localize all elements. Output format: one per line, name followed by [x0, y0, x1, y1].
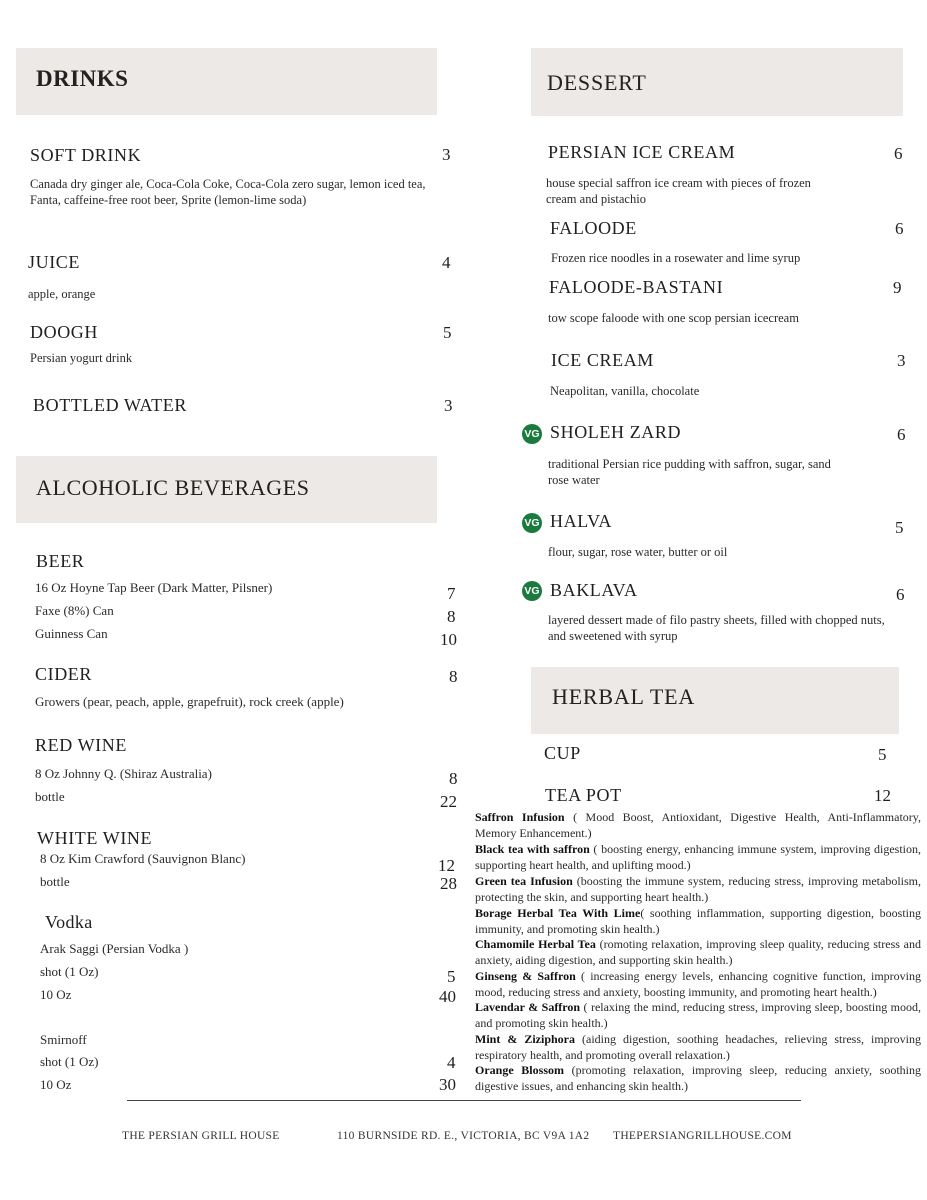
menu-item-price: 8	[449, 667, 458, 686]
menu-item-name: CUP	[544, 743, 581, 763]
footer-website: THEPERSIANGRILLHOUSE.COM	[613, 1130, 792, 1142]
vodka-brand: Smirnoff	[40, 1032, 87, 1047]
vodka-line: 10 Oz	[40, 1077, 72, 1092]
dessert-title: DESSERT	[547, 70, 647, 95]
vegan-badge-icon: VG	[522, 581, 542, 601]
menu-item-price: 3	[444, 396, 453, 415]
menu-item-name: CIDER	[35, 664, 92, 684]
tea-flavor	[475, 936, 921, 968]
menu-item-price: 5	[895, 518, 904, 537]
menu-item-price: 3	[897, 351, 906, 370]
menu-item-price: 12	[438, 856, 455, 875]
herbal-tea-title: HERBAL TEA	[552, 684, 696, 709]
tea-flavor-name: Saffron Infusion	[475, 810, 565, 824]
menu-item-price: 8	[447, 607, 456, 626]
menu-item-name: BEER	[36, 551, 85, 571]
menu-item-price: 9	[893, 278, 902, 297]
menu-item-price: 5	[443, 323, 452, 342]
tea-flavor	[475, 905, 921, 937]
tea-flavor-desc: ( Mood Boost, Antioxidant, Digestive Health, Anti-Inflammatory, Memory Enhancement.)	[475, 810, 922, 840]
tea-flavor-name: Ginseng & Saffron	[475, 969, 576, 983]
wine-line: bottle	[35, 789, 65, 804]
beer-line: 16 Oz Hoyne Tap Beer (Dark Matter, Pilsner)	[35, 580, 273, 595]
alcohol-title: ALCOHOLIC BEVERAGES	[36, 475, 310, 500]
menu-item-name: FALOODE-BASTANI	[549, 277, 724, 297]
vegan-badge-icon: VG	[522, 424, 542, 444]
footer-divider	[127, 1100, 801, 1101]
menu-item-price: 6	[895, 219, 904, 238]
tea-flavor	[475, 1031, 921, 1063]
menu-item-name: TEA POT	[545, 785, 622, 805]
tea-flavor	[475, 999, 921, 1031]
tea-flavor-name: Black tea with saffron	[475, 842, 590, 856]
menu-item-price: 22	[440, 792, 457, 811]
tea-flavor-name: Mint & Ziziphora	[475, 1032, 576, 1046]
tea-flavor	[475, 873, 921, 905]
menu-item-desc: Persian yogurt drink	[30, 351, 133, 365]
menu-item-desc: Canada dry ginger ale, Coca-Cola Coke, Coca-Cola zero sugar, lemon iced tea, Fanta, caffeine-free root beer, Sprite (lemon-lime soda)	[30, 177, 426, 207]
vodka-line: shot (1 Oz)	[40, 964, 99, 979]
vodka-brand: Arak Saggi (Persian Vodka )	[40, 941, 189, 956]
wine-line: bottle	[40, 874, 70, 889]
tea-flavor-desc: ( boosting energy, enhancing immune system, improving digestion, supporting heart health, and uplifting mood.)	[475, 842, 921, 872]
menu-item-name: WHITE WINE	[37, 828, 153, 848]
tea-flavor-desc: (boosting the immune system, reducing stress, improving metabolism, protecting the skin, and supporting heart health.)	[475, 874, 921, 904]
tea-flavor	[475, 1062, 921, 1094]
vodka-line: shot (1 Oz)	[40, 1054, 99, 1069]
beer-line: Faxe (8%) Can	[35, 603, 114, 618]
menu-item-name: SHOLEH ZARD	[550, 422, 682, 442]
menu-item-name: PERSIAN ICE CREAM	[548, 142, 736, 162]
tea-flavor-name: Orange Blossom	[475, 1063, 564, 1077]
menu-item-price: 10	[440, 630, 457, 649]
menu-item-price: 6	[894, 144, 903, 163]
footer-address: 110 BURNSIDE RD. E., VICTORIA, BC V9A 1A2	[337, 1130, 590, 1142]
menu-item-price: 4	[442, 253, 451, 272]
menu-item-desc: flour, sugar, rose water, butter or oil	[548, 545, 728, 559]
tea-flavor-desc: ( increasing energy levels, enhancing cognitive function, improving mood, reducing stress and anxiety, boosting immunity, and promoting heart health.)	[475, 969, 921, 999]
menu-item-name: Vodka	[45, 912, 93, 932]
menu-item-desc: Frozen rice noodles in a rosewater and lime syrup	[551, 251, 801, 265]
tea-flavor	[475, 809, 921, 841]
menu-item-price: 40	[439, 987, 456, 1006]
menu-item-name: HALVA	[550, 511, 613, 531]
tea-flavor-name: Green tea Infusion	[475, 874, 573, 888]
tea-flavor	[475, 968, 921, 1000]
menu-item-name: JUICE	[28, 252, 80, 272]
menu-item-name: DOOGH	[30, 322, 98, 342]
drinks-title: DRINKS	[36, 66, 129, 91]
tea-flavor-desc: (aiding digestion, soothing headaches, relieving stress, improving respiratory health, and promoting overall relaxation.)	[475, 1032, 921, 1062]
menu-item-desc: apple, orange	[28, 287, 96, 301]
menu-item-name: ICE CREAM	[551, 350, 654, 370]
menu-item-price: 30	[439, 1075, 456, 1094]
menu-item-price: 6	[897, 425, 906, 444]
menu-item-name: SOFT DRINK	[30, 145, 142, 165]
tea-flavor-desc: (romoting relaxation, improving sleep quality, reducing stress and anxiety, aiding digestion, and supporting skin health.)	[475, 937, 921, 967]
menu-item-desc: layered dessert made of filo pastry sheets, filled with chopped nuts, and sweetened with syrup	[548, 613, 885, 643]
tea-flavor-name: Chamomile Herbal Tea	[475, 937, 596, 951]
menu-item-name: FALOODE	[550, 218, 637, 238]
tea-flavor-name: Lavendar & Saffron	[475, 1000, 581, 1014]
menu-item-price: 6	[896, 585, 905, 604]
menu-item-desc: house special saffron ice cream with pieces of frozen cream and pistachio	[546, 176, 811, 206]
menu-item-price: 5	[447, 967, 456, 986]
tea-flavor-desc: ( soothing inflammation, supporting digestion, boosting immunity, and promoting skin health.)	[475, 906, 921, 936]
menu-item-price: 12	[874, 786, 891, 805]
tea-flavor-desc: (promoting relaxation, improving sleep, reducing anxiety, soothing digestive issues, and enhancing skin health.)	[475, 1063, 921, 1093]
footer-restaurant-name: THE PERSIAN GRILL HOUSE	[122, 1130, 280, 1142]
wine-line: 8 Oz Kim Crawford (Sauvignon Blanc)	[40, 851, 246, 866]
tea-flavor	[475, 841, 921, 873]
tea-flavor-desc: ( relaxing the mind, reducing stress, improving sleep, boosting mood, and promoting skin health.)	[475, 1000, 921, 1030]
wine-line: 8 Oz Johnny Q. (Shiraz Australia)	[35, 766, 212, 781]
menu-item-name: BOTTLED WATER	[33, 395, 187, 415]
menu-item-price: 8	[449, 769, 458, 788]
menu-item-desc: traditional Persian rice pudding with saffron, sugar, sand rose water	[548, 457, 831, 487]
menu-item-name: BAKLAVA	[550, 580, 638, 600]
menu-item-price: 4	[447, 1053, 456, 1072]
menu-item-desc: Growers (pear, peach, apple, grapefruit), rock creek (apple)	[35, 694, 344, 709]
vodka-line: 10 Oz	[40, 987, 72, 1002]
menu-item-price: 28	[440, 874, 457, 893]
menu-item-price: 5	[878, 745, 887, 764]
beer-line: Guinness Can	[35, 626, 108, 641]
menu-item-price: 3	[442, 145, 451, 164]
vegan-badge-icon: VG	[522, 513, 542, 533]
menu-item-price: 7	[447, 584, 456, 603]
tea-flavor-name: Borage Herbal Tea With Lime	[475, 906, 641, 920]
menu-item-desc: Neapolitan, vanilla, chocolate	[550, 384, 700, 398]
menu-item-name: RED WINE	[35, 735, 127, 755]
menu-item-desc: tow scope faloode with one scop persian icecream	[548, 311, 799, 325]
